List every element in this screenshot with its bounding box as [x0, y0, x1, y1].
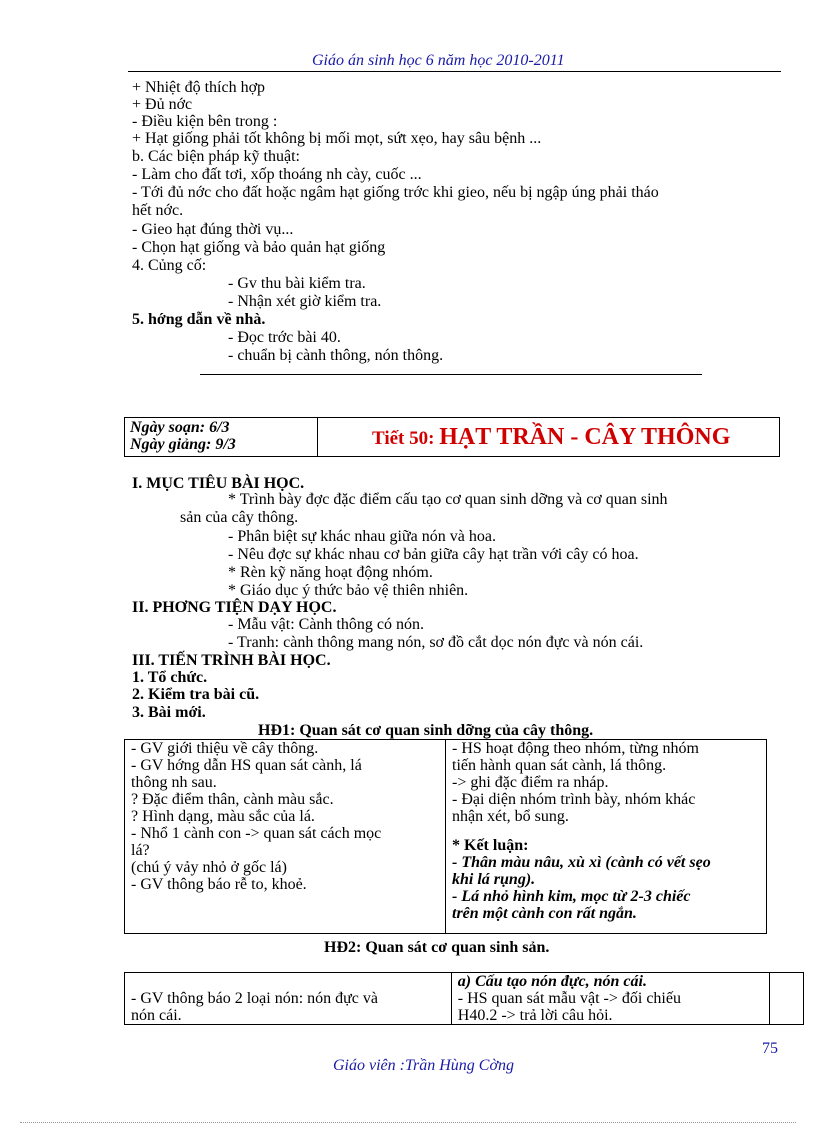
objective-item: * Rèn kỹ năng hoạt động nhóm. — [228, 564, 433, 581]
table-line: - Đại diện nhóm trình bày, nhóm khác — [452, 791, 696, 808]
conclusion-line: khi lá rụng). — [452, 871, 536, 888]
text-line: 4. Củng cố: — [132, 257, 207, 274]
table-line: - HS quan sát mẫu vật -> đối chiếu — [457, 990, 681, 1007]
table-line: - GV thông báo rễ to, khoẻ. — [131, 876, 307, 893]
page-number: 75 — [762, 1040, 778, 1057]
conclusion-line: - Thân màu nâu, xù xì (cành có vết sẹo — [452, 854, 711, 871]
text-line: - Chọn hạt giống và bảo quản hạt giống — [132, 239, 386, 256]
text-line: hết nớc. — [132, 202, 184, 219]
material-item: - Tranh: cành thông mang nón, sơ đồ cắt dọc nón đực và nón cái. — [228, 634, 644, 651]
table-line: (chú ý vảy nhỏ ở gốc lá) — [131, 859, 287, 876]
activity-table — [124, 739, 767, 934]
table-line: lá? — [131, 842, 150, 859]
empty-column — [770, 973, 804, 1025]
conclusion-line: trên một cành con rất ngắn. — [452, 905, 637, 922]
table-line: - HS hoạt động theo nhóm, từng nhóm — [452, 740, 699, 757]
teacher-column — [125, 740, 446, 934]
objective-item: * Trình bày đợc đặc điểm cấu tạo cơ quan sinh dỡng và cơ quan sinh — [228, 491, 668, 508]
table-line: ? Đặc điểm thân, cành màu sắc. — [131, 791, 334, 808]
step-item: 2. Kiểm tra bài cũ. — [132, 686, 260, 703]
text-line: + Nhiệt độ thích hợp — [132, 79, 266, 96]
table-line: -> ghi đặc điểm ra nháp. — [452, 774, 609, 791]
table-line: thông nh sau. — [131, 774, 217, 791]
objective-item: - Phân biệt sự khác nhau giữa nón và hoa. — [228, 528, 496, 545]
lesson-title-prefix: Tiết 50: — [372, 428, 435, 449]
subsection-title: a) Cấu tạo nón đực, nón cái. — [457, 973, 647, 990]
lesson-title — [372, 424, 730, 451]
text-line: + Hạt giống phải tốt không bị mối mọt, sứt xẹo, hay sâu bệnh ... — [132, 130, 542, 147]
objective-item: - Nêu đợc sự khác nhau cơ bản giữa cây hạt trần với cây có hoa. — [228, 546, 639, 563]
text-line: - Điều kiện bên trong : — [132, 113, 278, 130]
consolidate-item: - Gv thu bài kiểm tra. — [228, 275, 366, 292]
section-divider — [200, 374, 702, 375]
lesson-title-main: HẠT TRẦN - CÂY THÔNG — [439, 424, 731, 450]
table-line: - Nhổ 1 cành con -> quan sát cách mọc — [131, 825, 382, 842]
text-line: - Gieo hạt đúng thời vụ... — [132, 221, 294, 238]
objective-item: sản của cây thông. — [180, 509, 299, 526]
section-heading: II. PHƠNG TIỆN DẠY HỌC. — [132, 599, 337, 616]
table-line: nón cái. — [131, 1007, 182, 1024]
table-line: tiến hành quan sát cành, lá thông. — [452, 757, 667, 774]
table-line: - GV hớng dẫn HS quan sát cành, lá — [131, 757, 362, 774]
text-line: b. Các biện pháp kỹ thuật: — [132, 148, 300, 165]
step-item: 3. Bài mới. — [132, 704, 206, 721]
consolidate-item: - Nhận xét giờ kiểm tra. — [228, 293, 382, 310]
page-footer: Giáo viên :Trần Hùng Cờng — [333, 1057, 514, 1074]
date-taught: Ngày giảng: 9/3 — [130, 436, 236, 453]
homework-heading: 5. hớng dẫn về nhà. — [132, 311, 266, 328]
text-line: - Làm cho đất tơi, xốp thoáng nh cày, cuốc ... — [132, 166, 422, 183]
text-line: - Tới đủ nớc cho đất hoặc ngâm hạt giống trớc khi gieo, nếu bị ngập úng phải tháo — [132, 184, 659, 201]
material-item: - Mẫu vật: Cành thông có nón. — [228, 616, 424, 633]
teacher-column — [125, 973, 452, 1025]
page-header: Giáo án sinh học 6 năm học 2010-2011 — [312, 52, 565, 69]
activity-title: HĐ2: Quan sát cơ quan sinh sản. — [324, 939, 550, 956]
activity-title: HĐ1: Quan sát cơ quan sinh dỡng của cây thông. — [258, 722, 594, 739]
step-item: 1. Tổ chức. — [132, 669, 208, 686]
table-line: H40.2 -> trả lời câu hỏi. — [457, 1007, 613, 1024]
table-line: ? Hình dạng, màu sắc của lá. — [131, 808, 315, 825]
conclusion-line: - Lá nhỏ hình kim, mọc từ 2-3 chiếc — [452, 888, 691, 905]
objective-item: * Giáo dục ý thức bảo vệ thiên nhiên. — [228, 582, 469, 599]
conclusion-heading: * Kết luận: — [452, 837, 529, 854]
student-column — [451, 973, 770, 1025]
section-heading: III. TIẾN TRÌNH BÀI HỌC. — [132, 652, 331, 669]
text-line: + Đủ nớc — [132, 96, 193, 113]
table-line: nhận xét, bổ sung. — [452, 808, 569, 825]
student-column — [446, 740, 767, 934]
table-line: - GV giới thiệu về cây thông. — [131, 740, 319, 757]
table-line: - GV thông báo 2 loại nón: nón đực và — [131, 990, 379, 1007]
section-heading: I. MỤC TIÊU BÀI HỌC. — [132, 475, 305, 492]
date-prepared: Ngày soạn: 6/3 — [130, 419, 230, 436]
activity-table — [124, 972, 804, 1025]
header-rule — [128, 71, 781, 72]
homework-item: - chuẩn bị cành thông, nón thông. — [228, 347, 444, 364]
homework-item: - Đọc trớc bài 40. — [228, 329, 341, 346]
